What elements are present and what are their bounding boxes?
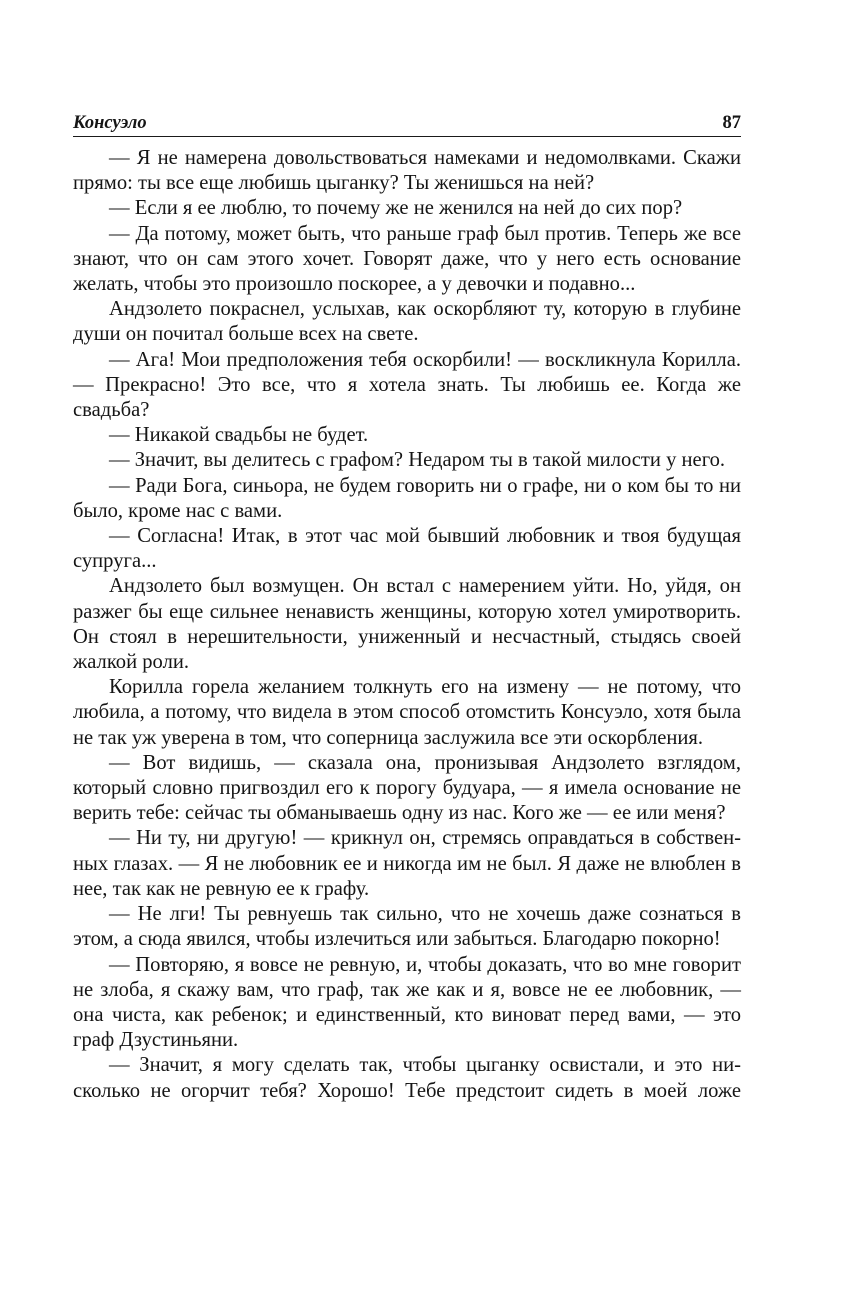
paragraph: — Значит, я могу сделать так, чтобы цыганку освистали, и это нисколько не огорчит тебя? Хорошо! Тебе предстоит сидеть в моей ложе (73, 1054, 741, 1102)
paragraph: — Ага! Мои предположения тебя оскорбили! — воскликнула Корилла. — Прекрасно! Это все, что я хотела знать. Ты любишь ее. Когда же свадьба? (73, 348, 741, 422)
paragraph: — Да потому, может быть, что раньше граф был против. Теперь же все знают, что он сам этого хочет. Говорят даже, что у него есть основание желать, чтобы это произошло поскорее, а у девочки и подавно... (73, 222, 741, 296)
paragraph: Андзолето покраснел, услыхав, как оскорбляют ту, которую в глубине души он почитал больше всех на свете. (73, 298, 741, 346)
paragraph: — Никакой свадьбы не будет. (109, 424, 369, 447)
paragraph: — Вот видишь, — сказала она, пронизывая Андзолето взглядом, который словно пригвоздил его к порогу будуара, — я имела основание не верить тебе: сейчас ты обманываешь одну из нас. Кого же — ее или меня? (73, 751, 741, 825)
paragraph: — Я не намерена довольствоваться намеками и недомолвками. Скажи прямо: ты все еще любишь цыганку? Ты женишься на ней? (73, 147, 741, 195)
paragraph: — Если я ее люблю, то почему же не женился на ней до сих пор? (109, 197, 683, 220)
body-text (73, 146, 741, 1104)
paragraph: Корилла горела желанием толкнуть его на измену — не потому, что любила, а потому, что видела в этом способ отомстить Консуэло, хотя была не так уж уверена в том, что соперница заслужила все эти оскорбления. (73, 676, 741, 749)
paragraph: — Значит, вы делитесь с графом? Недаром ты в такой милости у него. (109, 449, 726, 472)
paragraph: — Повторяю, я вовсе не ревную, и, чтобы доказать, что во мне говорит не злоба, я скажу вам, что граф, так же как и я, вовсе не ее любовник, — она чиста, как ребенок; и единственный, кто виноват перед вами, — это граф Дзустиньяни. (73, 953, 741, 1052)
running-header (73, 108, 741, 137)
paragraph: — Согласна! Итак, в этот час мой бывший любовник и твоя будущая супруга... (73, 525, 741, 573)
paragraph: — Ради Бога, синьора, не будем говорить ни о графе, ни о ком бы то ни было, кроме нас с вами. (73, 474, 741, 522)
paragraph: Андзолето был возмущен. Он встал с намерением уйти. Но, уйдя, он разжег бы еще сильнее ненависть женщины, которую хотел умиротворить. Он стоял в нерешительности, униженный и несчастный, стыдясь своей жалкой роли. (73, 575, 741, 674)
page-number: 87 (722, 113, 741, 133)
paragraph: — Не лги! Ты ревнуешь так сильно, что не хочешь даже сознаться в этом, а сюда явился, чтобы излечиться или забыться. Благодарю покорно! (73, 903, 741, 951)
running-title: Консуэло (73, 113, 147, 133)
paragraph: — Ни ту, ни другую! — крикнул он, стремясь оправдаться в собственных глазах. — Я не любовник ее и никогда им не был. Я даже не влюблен в нее, так как не ревную ее к графу. (73, 827, 741, 900)
